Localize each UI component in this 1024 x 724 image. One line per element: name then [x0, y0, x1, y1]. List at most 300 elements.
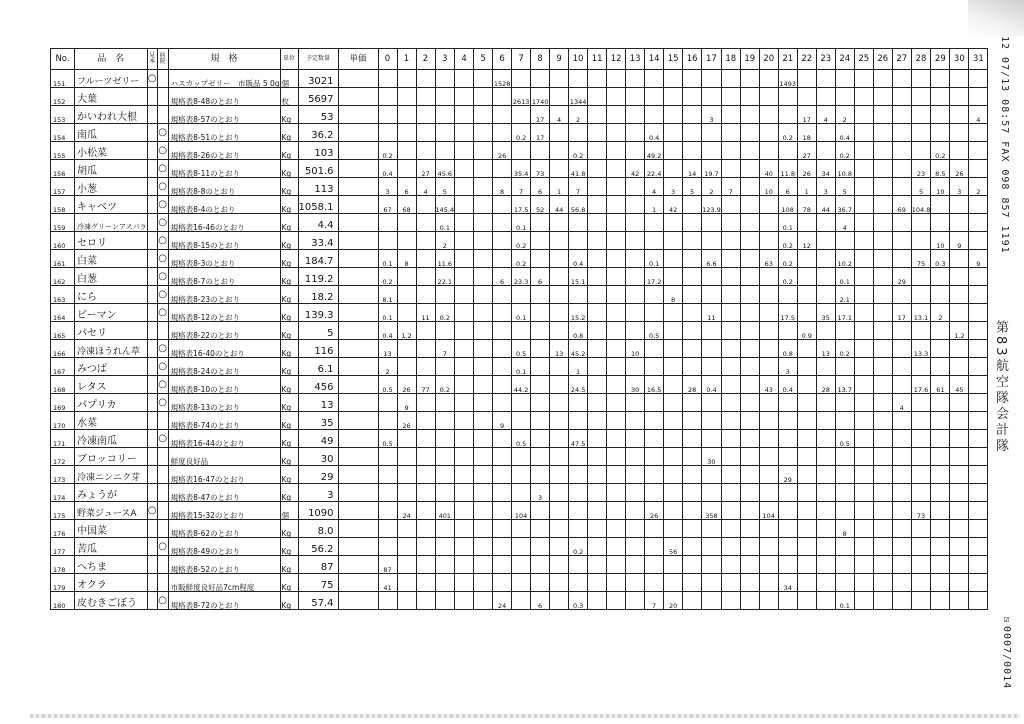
row-number: 152	[51, 88, 75, 106]
day-cell	[626, 430, 645, 448]
day-cell	[702, 556, 722, 574]
day-cell	[435, 520, 455, 538]
day-cell	[397, 160, 416, 178]
sample-mark	[147, 160, 157, 178]
day-cell	[931, 322, 950, 340]
day-cell	[721, 286, 740, 304]
item-unit: Kg	[280, 358, 298, 376]
day-cell	[531, 430, 550, 448]
day-cell	[588, 376, 607, 394]
day-cell	[892, 214, 911, 232]
day-cell	[588, 448, 607, 466]
header-day: 24	[835, 49, 854, 70]
day-cell	[474, 286, 493, 304]
day-cell	[474, 142, 493, 160]
row-number: 161	[51, 250, 75, 268]
item-name: パセリ	[75, 322, 148, 340]
sample-mark	[147, 592, 157, 610]
day-cell	[892, 376, 911, 394]
day-cell	[531, 466, 550, 484]
planned-quantity: 501.6	[298, 160, 338, 178]
day-cell	[664, 394, 683, 412]
day-cell: 0.5	[378, 376, 397, 394]
header-unit: 単位	[280, 49, 298, 70]
day-cell	[854, 376, 873, 394]
day-cell: 29	[892, 268, 911, 286]
day-cell	[759, 196, 778, 214]
hospital-mark	[157, 556, 168, 574]
day-cell	[969, 394, 988, 412]
day-cell	[816, 250, 835, 268]
day-cell	[931, 520, 950, 538]
row-number: 164	[51, 304, 75, 322]
planned-quantity: 35	[298, 412, 338, 430]
header-day: 10	[569, 49, 588, 70]
day-cell	[474, 232, 493, 250]
day-cell	[607, 556, 626, 574]
day-cell: 87	[378, 556, 397, 574]
day-cell	[378, 214, 397, 232]
day-cell	[455, 358, 474, 376]
day-cell: 11	[702, 304, 722, 322]
day-cell	[816, 142, 835, 160]
day-cell: 6.6	[702, 250, 722, 268]
day-cell: 2	[702, 178, 722, 196]
sample-mark	[147, 88, 157, 106]
planned-quantity: 456	[298, 376, 338, 394]
planned-quantity: 5697	[298, 88, 338, 106]
day-cell	[493, 484, 512, 502]
day-cell	[892, 556, 911, 574]
day-cell: 44.2	[512, 376, 531, 394]
day-cell: 0.2	[778, 268, 797, 286]
day-cell	[512, 106, 531, 124]
day-cell	[816, 520, 835, 538]
day-cell	[854, 592, 873, 610]
day-cell: 40	[759, 160, 778, 178]
hospital-mark	[157, 106, 168, 124]
item-name: 水菜	[75, 412, 148, 430]
item-name: オクラ	[75, 574, 148, 592]
day-cell	[854, 214, 873, 232]
day-cell	[931, 448, 950, 466]
day-cell	[626, 232, 645, 250]
day-cell	[455, 160, 474, 178]
day-cell	[531, 214, 550, 232]
day-cell	[493, 160, 512, 178]
day-cell	[455, 574, 474, 592]
day-cell	[550, 412, 569, 430]
day-cell: 7	[569, 178, 588, 196]
day-cell	[702, 142, 722, 160]
day-cell: 45	[950, 376, 969, 394]
unit-price	[338, 574, 378, 592]
day-cell	[435, 88, 455, 106]
header-day: 30	[950, 49, 969, 70]
day-cell	[950, 592, 969, 610]
day-cell	[892, 70, 911, 88]
day-cell	[969, 520, 988, 538]
day-cell: 47.5	[569, 430, 588, 448]
item-spec: 規格表8-62のとおり	[168, 520, 280, 538]
day-cell	[550, 142, 569, 160]
day-cell	[416, 466, 435, 484]
item-unit: Kg	[280, 160, 298, 178]
row-number: 167	[51, 358, 75, 376]
day-cell: 0.2	[835, 142, 854, 160]
day-cell	[416, 250, 435, 268]
day-cell	[588, 538, 607, 556]
planned-quantity: 57.4	[298, 592, 338, 610]
day-cell	[607, 484, 626, 502]
hospital-mark: ○	[157, 124, 168, 142]
day-cell: 61	[931, 376, 950, 394]
hospital-mark	[157, 448, 168, 466]
day-cell	[854, 430, 873, 448]
item-name: 冷凍グリーンアスパラ	[75, 214, 148, 232]
day-cell	[531, 502, 550, 520]
day-cell	[607, 340, 626, 358]
day-cell	[740, 538, 759, 556]
day-cell: 26	[797, 160, 816, 178]
day-cell	[797, 250, 816, 268]
day-cell: 44	[550, 196, 569, 214]
day-cell: 3	[531, 484, 550, 502]
day-cell: 41.8	[569, 160, 588, 178]
day-cell	[397, 124, 416, 142]
day-cell: 13	[550, 340, 569, 358]
day-cell	[969, 286, 988, 304]
header-day: 17	[702, 49, 722, 70]
day-cell: 4	[416, 178, 435, 196]
sample-mark	[147, 142, 157, 160]
sample-mark: ○	[147, 70, 157, 88]
day-cell	[550, 232, 569, 250]
day-cell	[816, 592, 835, 610]
day-cell	[911, 106, 931, 124]
item-spec: 規格表8-24のとおり	[168, 358, 280, 376]
day-cell	[873, 538, 892, 556]
day-cell	[550, 124, 569, 142]
table-row	[51, 484, 988, 502]
day-cell	[835, 70, 854, 88]
day-cell	[969, 538, 988, 556]
day-cell	[911, 88, 931, 106]
day-cell: 17.5	[778, 304, 797, 322]
day-cell: 26	[950, 160, 969, 178]
day-cell	[721, 430, 740, 448]
day-cell: 24	[397, 502, 416, 520]
day-cell	[550, 520, 569, 538]
day-cell: 78	[797, 196, 816, 214]
day-cell	[569, 574, 588, 592]
day-cell: 26	[493, 142, 512, 160]
day-cell	[873, 412, 892, 430]
table-row	[51, 322, 988, 340]
day-cell	[797, 394, 816, 412]
day-cell	[493, 322, 512, 340]
day-cell	[950, 520, 969, 538]
table-row	[51, 394, 988, 412]
day-cell	[702, 430, 722, 448]
day-cell	[664, 520, 683, 538]
day-cell	[378, 484, 397, 502]
day-cell	[683, 394, 702, 412]
day-cell	[683, 70, 702, 88]
item-unit: Kg	[280, 448, 298, 466]
day-cell	[683, 304, 702, 322]
table-row	[51, 142, 988, 160]
unit-price	[338, 268, 378, 286]
item-spec: 規格表16-46のとおり	[168, 214, 280, 232]
item-unit: Kg	[280, 178, 298, 196]
item-name: 中国菜	[75, 520, 148, 538]
table-row	[51, 358, 988, 376]
table-row	[51, 160, 988, 178]
day-cell	[816, 448, 835, 466]
day-cell	[854, 394, 873, 412]
day-cell	[969, 124, 988, 142]
day-cell	[740, 178, 759, 196]
day-cell	[911, 322, 931, 340]
day-cell	[721, 214, 740, 232]
day-cell	[740, 268, 759, 286]
day-cell	[607, 250, 626, 268]
table-row	[51, 124, 988, 142]
day-cell	[588, 178, 607, 196]
day-cell: 73	[911, 502, 931, 520]
day-cell	[950, 574, 969, 592]
day-cell: 10.2	[835, 250, 854, 268]
day-cell	[702, 322, 722, 340]
hospital-mark: ○	[157, 304, 168, 322]
day-cell	[931, 124, 950, 142]
day-cell	[664, 268, 683, 286]
row-number: 176	[51, 520, 75, 538]
day-cell	[588, 124, 607, 142]
hospital-mark: ○	[157, 250, 168, 268]
day-cell	[950, 448, 969, 466]
day-cell	[664, 574, 683, 592]
unit-price	[338, 592, 378, 610]
day-cell	[626, 394, 645, 412]
day-cell: 108	[778, 196, 797, 214]
day-cell: 8	[664, 286, 683, 304]
item-spec: 規格表8-8のとおり	[168, 178, 280, 196]
day-cell	[435, 466, 455, 484]
day-cell	[778, 88, 797, 106]
day-cell	[931, 394, 950, 412]
day-cell	[474, 304, 493, 322]
day-cell: 18	[797, 124, 816, 142]
day-cell	[474, 178, 493, 196]
day-cell	[550, 322, 569, 340]
day-cell	[474, 430, 493, 448]
day-cell: 0.1	[378, 250, 397, 268]
day-cell	[569, 394, 588, 412]
unit-price	[338, 502, 378, 520]
day-cell	[531, 322, 550, 340]
day-cell	[512, 556, 531, 574]
day-cell: 104	[512, 502, 531, 520]
day-cell: 0.2	[778, 124, 797, 142]
sample-mark	[147, 430, 157, 448]
day-cell	[835, 484, 854, 502]
day-cell	[588, 466, 607, 484]
day-cell	[493, 124, 512, 142]
item-spec: 規格表8-47のとおり	[168, 484, 280, 502]
sample-mark: ○	[147, 502, 157, 520]
day-cell: 1.2	[950, 322, 969, 340]
day-cell: 0.5	[645, 322, 664, 340]
unit-price	[338, 196, 378, 214]
sample-mark	[147, 250, 157, 268]
planned-quantity: 75	[298, 574, 338, 592]
day-cell	[550, 376, 569, 394]
day-cell	[664, 556, 683, 574]
day-cell	[397, 142, 416, 160]
day-cell	[493, 358, 512, 376]
day-cell	[455, 214, 474, 232]
hospital-mark: ○	[157, 214, 168, 232]
day-cell	[911, 286, 931, 304]
day-cell	[416, 340, 435, 358]
day-cell	[588, 502, 607, 520]
day-cell	[778, 394, 797, 412]
hospital-mark	[157, 520, 168, 538]
day-cell: 7	[512, 178, 531, 196]
day-cell	[778, 556, 797, 574]
header-sample: 見本	[147, 49, 157, 70]
day-cell	[550, 358, 569, 376]
item-spec: 規格表8-72のとおり	[168, 592, 280, 610]
day-cell	[569, 556, 588, 574]
day-cell	[740, 286, 759, 304]
day-cell	[759, 394, 778, 412]
item-unit: Kg	[280, 142, 298, 160]
day-cell	[816, 322, 835, 340]
day-cell	[512, 574, 531, 592]
day-cell: 0.2	[512, 250, 531, 268]
day-cell	[969, 160, 988, 178]
day-cell	[416, 430, 435, 448]
hospital-mark	[157, 466, 168, 484]
row-number: 155	[51, 142, 75, 160]
sample-mark	[147, 340, 157, 358]
day-cell: 0.4	[702, 376, 722, 394]
day-cell	[854, 70, 873, 88]
item-name: みょうが	[75, 484, 148, 502]
day-cell	[588, 394, 607, 412]
day-cell	[588, 340, 607, 358]
day-cell	[683, 214, 702, 232]
planned-quantity: 139.3	[298, 304, 338, 322]
day-cell	[969, 304, 988, 322]
day-cell	[931, 466, 950, 484]
day-cell	[474, 466, 493, 484]
item-name: 小葱	[75, 178, 148, 196]
day-cell	[588, 142, 607, 160]
day-cell	[626, 502, 645, 520]
day-cell	[531, 556, 550, 574]
day-cell	[645, 214, 664, 232]
day-cell	[607, 376, 626, 394]
day-cell	[397, 88, 416, 106]
day-cell	[607, 178, 626, 196]
day-cell	[435, 358, 455, 376]
day-cell	[493, 394, 512, 412]
day-cell: 5	[683, 178, 702, 196]
planned-quantity: 30	[298, 448, 338, 466]
day-cell	[378, 448, 397, 466]
day-cell	[626, 268, 645, 286]
day-cell	[816, 502, 835, 520]
header-day: 9	[550, 49, 569, 70]
day-cell	[873, 448, 892, 466]
table-row	[51, 178, 988, 196]
day-cell	[645, 448, 664, 466]
day-cell	[702, 466, 722, 484]
day-cell: 26	[397, 412, 416, 430]
planned-quantity: 18.2	[298, 286, 338, 304]
day-cell	[873, 574, 892, 592]
day-cell	[969, 412, 988, 430]
day-cell	[664, 70, 683, 88]
day-cell	[759, 556, 778, 574]
day-cell	[778, 592, 797, 610]
sample-mark	[147, 358, 157, 376]
day-cell: 8	[835, 520, 854, 538]
item-spec: 規格表8-7のとおり	[168, 268, 280, 286]
day-cell	[931, 484, 950, 502]
day-cell	[969, 214, 988, 232]
row-number: 168	[51, 376, 75, 394]
day-cell	[740, 70, 759, 88]
unit-price	[338, 484, 378, 502]
day-cell	[702, 268, 722, 286]
header-day: 16	[683, 49, 702, 70]
day-cell: 0.2	[778, 232, 797, 250]
day-cell	[816, 484, 835, 502]
day-cell	[493, 250, 512, 268]
day-cell	[626, 556, 645, 574]
day-cell	[645, 232, 664, 250]
day-cell	[931, 538, 950, 556]
day-cell	[397, 286, 416, 304]
organization-name: 第83航空隊会計隊	[993, 320, 1008, 455]
day-cell: 2	[969, 178, 988, 196]
day-cell	[969, 574, 988, 592]
header-day: 2	[416, 49, 435, 70]
day-cell	[931, 340, 950, 358]
day-cell	[854, 88, 873, 106]
day-cell	[416, 268, 435, 286]
day-cell	[721, 520, 740, 538]
day-cell: 0.4	[778, 376, 797, 394]
day-cell	[854, 250, 873, 268]
day-cell: 10	[931, 178, 950, 196]
hospital-mark: ○	[157, 160, 168, 178]
day-cell	[854, 178, 873, 196]
sample-mark	[147, 466, 157, 484]
day-cell: 20	[664, 592, 683, 610]
day-cell	[455, 106, 474, 124]
day-cell: 10	[931, 232, 950, 250]
day-cell: 35.4	[512, 160, 531, 178]
day-cell	[873, 376, 892, 394]
day-cell	[911, 538, 931, 556]
day-cell	[892, 142, 911, 160]
